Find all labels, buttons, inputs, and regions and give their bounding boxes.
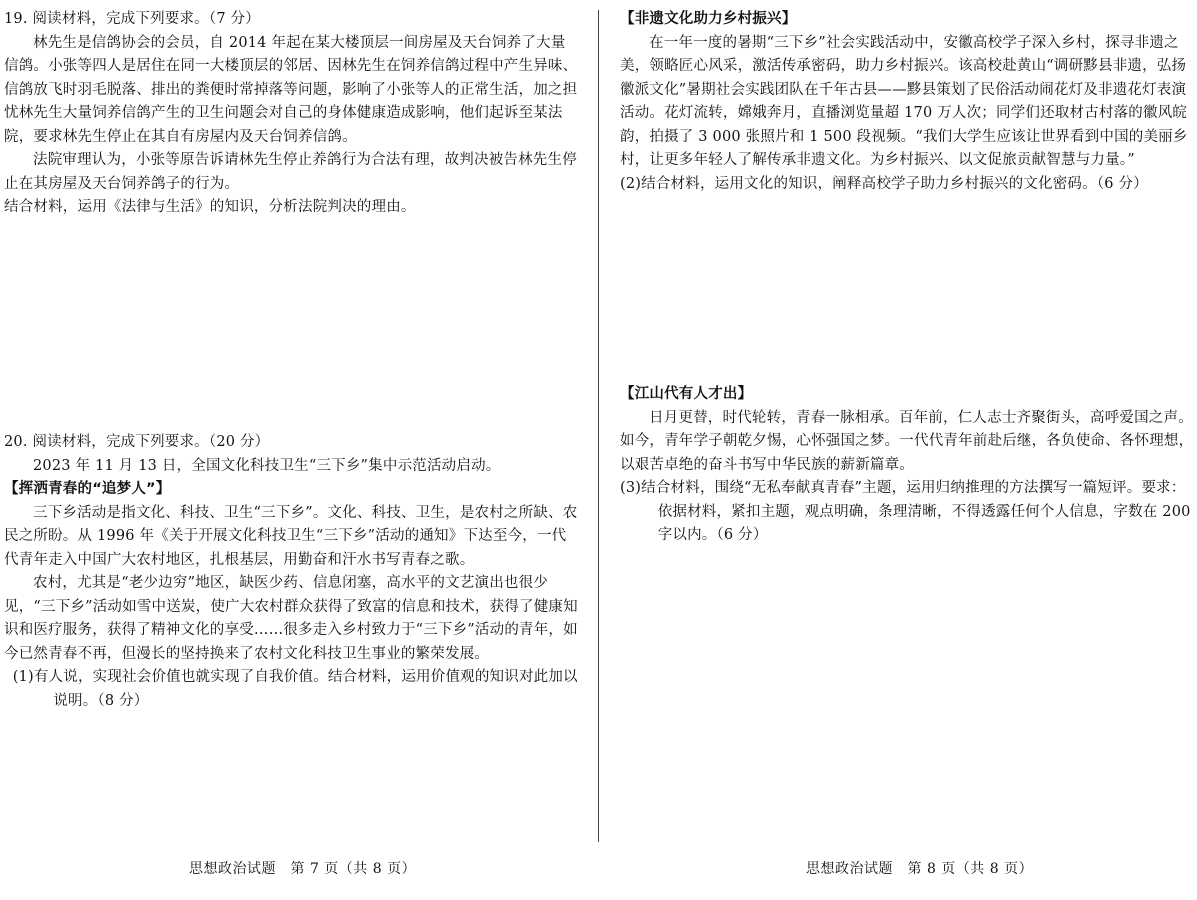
section2-material-para: 在一年一度的暑期“三下乡”社会实践活动中，安徽高校学子深入乡村，探寻非遗之美，领略匠心风采，激活传承密码，助力乡村振兴。该高校赴黄山“调研黟县非遗，弘扬徽派文化”暑期社会实践团队在千年古县——黟县策划了民俗活动闹花灯及非遗花灯表演活动。花灯流转，嫦娥奔月，直播浏览量超 170 万人次；同学们还取材古村落的徽风皖韵，拍摄了 3 000 张照片和 1 500 段视频。“我们大学生应该让世界看到中国的美丽乡村，让更多年轻人了解传承非遗文化。为乡村振兴、以文促旅贡献智慧与力量。” [620,34,1188,168]
q20-question-1: (1)有人说，实现社会价值也就实现了自我价值。结合材料，运用价值观的知识对此加以说明。（8 分） [12,669,578,709]
q20-title: 20. 阅读材料，完成下列要求。（20 分） [4,434,270,450]
left-page-footer: 思想政治试题 第 7 页（共 8 页） [189,861,417,877]
question-20 [4,431,579,713]
right-page-footer: 思想政治试题 第 8 页（共 8 页） [806,861,1034,877]
q19-title: 19. 阅读材料，完成下列要求。（7 分） [4,11,260,27]
section-talent [620,383,1195,548]
q20-material-para-2: 农村，尤其是“老少边穷”地区，缺医少药、信息闭塞，高水平的文艺演出也很少见，“三下乡”活动如雪中送炭，使广大农村群众获得了致富的信息和技术，获得了健康知识和医疗服务，获得了精神文化的享受……很多走入乡村致力于“三下乡”活动的青年，如今已然青春不再，但漫长的坚持换来了农村文化科技卫生事业的繁荣发展。 [4,575,578,662]
question-19 [4,8,579,220]
q19-material-para-1: 林先生是信鸽协会的会员，自 2014 年起在某大楼顶层一间房屋及天台饲养了大量信鸽。小张等四人是居住在同一大楼顶层的邻居、因林先生在饲养信鸽过程中产生异味、信鸽放飞时羽毛脱落、排出的粪便时常掉落等问题，影响了小张等人的正常生活，加之担忧林先生大量饲养信鸽产生的卫生问题会对自己的身体健康造成影响，他们起诉至某法院，要求林先生停止在其自有房屋内及天台饲养信鸽。 [4,34,578,145]
page-divider [598,10,599,842]
section-intangible-heritage [620,8,1195,196]
q20-section-heading: 【挥洒青春的“追梦人”】 [4,481,171,497]
q19-material-para-2: 法院审理认为，小张等原告诉请林先生停止养鸽行为合法有理，故判决被告林先生停止在其房屋及天台饲养鸽子的行为。 [4,152,577,192]
section3-heading: 【江山代有人才出】 [620,386,753,402]
q20-question-3: (3)结合材料，围绕“无私奉献真青春”主题，运用归纳推理的方法撰写一篇短评。要求：依据材料，紧扣主题，观点明确，条理清晰，不得透露任何个人信息，字数在 200 字以内。（6 分） [620,480,1191,543]
q20-intro: 2023 年 11 月 13 日，全国文化科技卫生“三下乡”集中示范活动启动。 [33,457,501,474]
q20-material-para-1: 三下乡活动是指文化、科技、卫生“三下乡”。文化、科技、卫生，是农村之所缺、农民之所盼。从 1996 年《关于开展文化科技卫生“三下乡”活动的通知》下达至今，一代代青年走入中国广大农村地区，扎根基层，用勤奋和汗水书写青春之歌。 [4,504,578,568]
section3-material-para: 日月更替，时代轮转，青春一脉相承。百年前，仁人志士齐聚街头，高呼爱国之声。如今，青年学子朝乾夕惕，心怀强国之梦。一代代青年前赴后继，各负使命、各怀理想，以艰苦卓绝的奋斗书写中华民族的薪新篇章。 [620,409,1194,473]
section2-heading: 【非遗文化助力乡村振兴】 [620,11,797,27]
q20-question-2: (2)结合材料，运用文化的知识，阐释高校学子助力乡村振兴的文化密码。（6 分） [620,175,1148,192]
q19-question: 结合材料，运用《法律与生活》的知识，分析法院判决的理由。 [4,199,416,215]
